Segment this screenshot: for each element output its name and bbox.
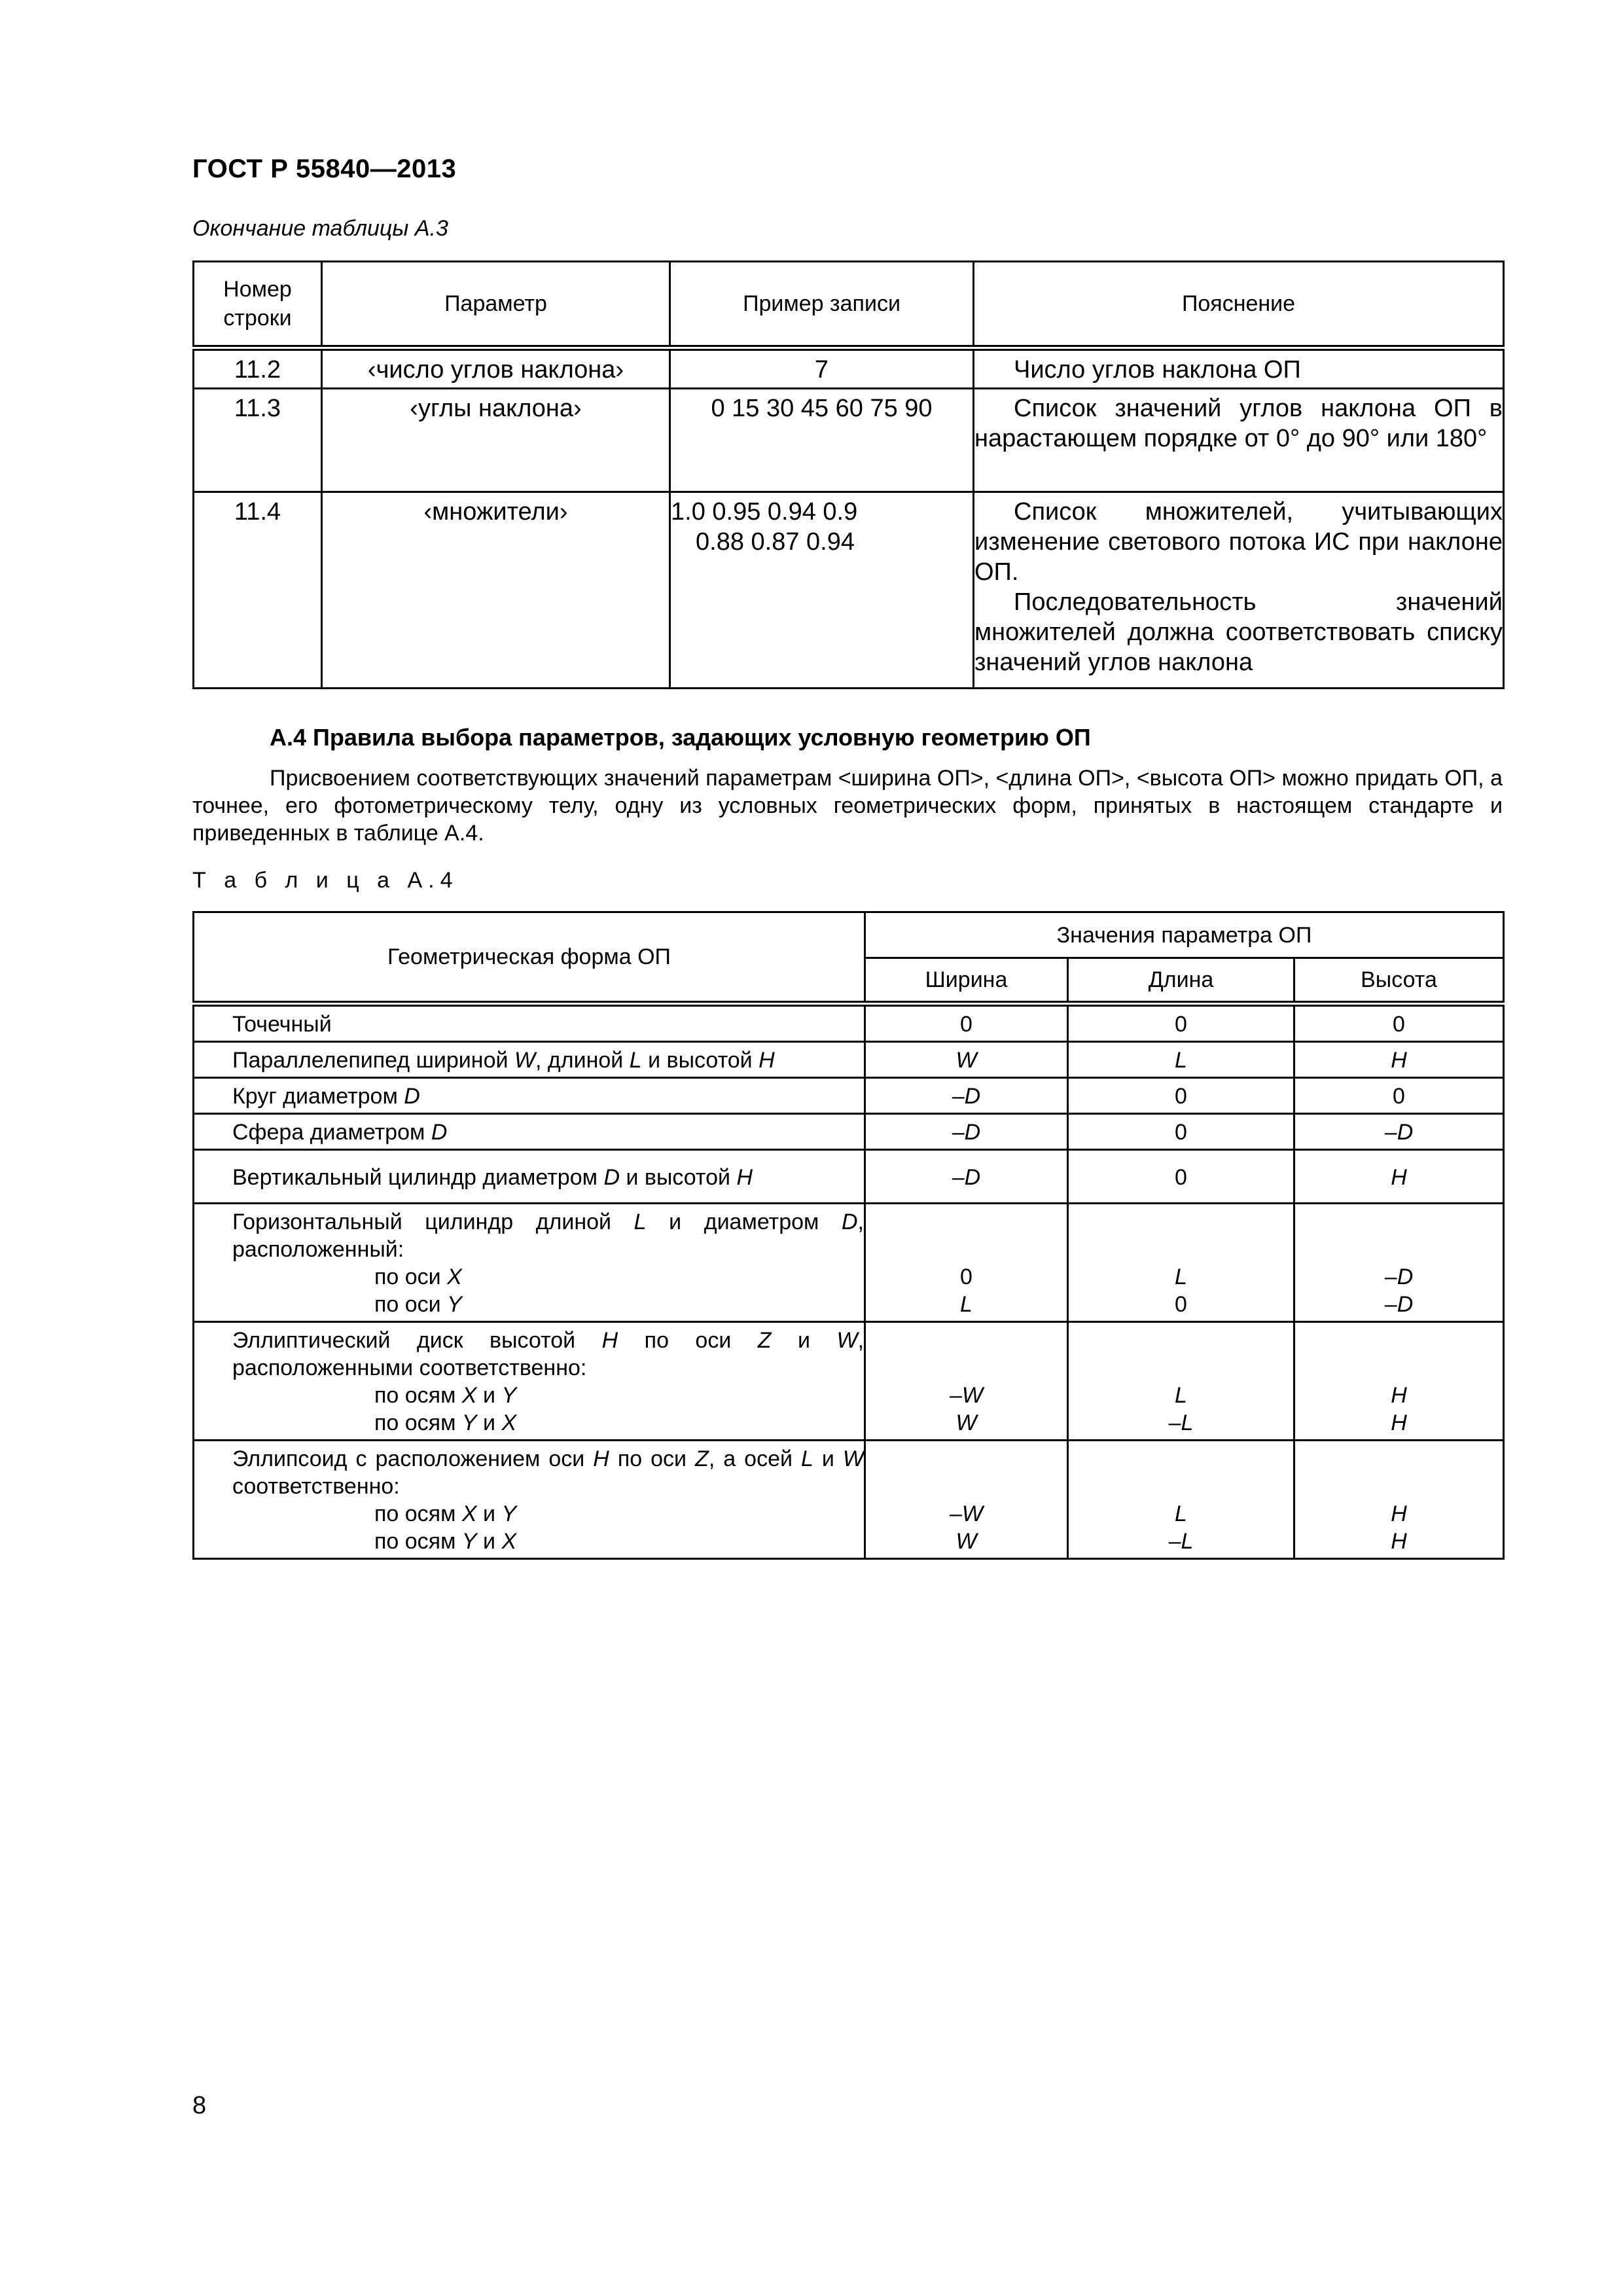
page-number: 8 <box>192 2092 207 2119</box>
row-number: 11.3 <box>194 389 322 492</box>
sub-row-label: по осям Y и X <box>374 1410 517 1435</box>
sub-row-label: по оси Y <box>374 1292 462 1317</box>
sub-value: H <box>1391 1410 1407 1435</box>
value-cell <box>1068 1441 1294 1559</box>
table-row-group <box>194 1441 1504 1559</box>
table-a4-caption: Т а б л и ц а А.4 <box>192 868 459 893</box>
sub-value: –D <box>1384 1292 1414 1317</box>
sub-value: L <box>1175 1383 1187 1408</box>
sub-value: 0 <box>1175 1292 1187 1317</box>
sub-value: –L <box>1168 1410 1194 1435</box>
shape-cell: Вертикальный цилиндр диаметром D и высотой H <box>194 1150 865 1204</box>
table-a3-header-row <box>194 262 1504 348</box>
group-label: Эллиптический диск высотой H по оси Z и W, расположенными соответственно: <box>232 1328 865 1380</box>
value-cell <box>1294 1322 1504 1441</box>
table-row <box>194 492 1504 689</box>
table-row-group <box>194 1204 1504 1322</box>
sub-row-label: по осям X и Y <box>374 1501 517 1526</box>
value-cell: 0 <box>1294 1004 1504 1042</box>
table-row <box>194 1150 1504 1204</box>
sub-value: L <box>960 1292 972 1317</box>
sub-value: –L <box>1168 1529 1194 1554</box>
explanation-cell: Число углов наклона ОП <box>974 348 1504 389</box>
sub-row-label: по оси X <box>374 1265 462 1289</box>
sub-value: L <box>1175 1265 1187 1289</box>
section-title: А.4 Правила выбора параметров, задающих условную геометрию ОП <box>270 724 1091 751</box>
value-cell <box>865 1441 1068 1559</box>
param-cell: ‹множители› <box>322 492 670 689</box>
row-number: 11.2 <box>194 348 322 389</box>
example-line: 0.88 0.87 0.94 <box>696 528 855 556</box>
sub-row-label: по осям X и Y <box>374 1383 517 1408</box>
shape-cell: Параллелепипед шириной W, длиной L и высотой H <box>194 1042 865 1078</box>
param-cell: ‹углы наклона› <box>322 389 670 492</box>
table-row <box>194 389 1504 492</box>
column-header: Пример записи <box>670 262 974 348</box>
column-header: Пояснение <box>974 262 1504 348</box>
table-row <box>194 1042 1504 1078</box>
group-label: Эллипсоид с расположением оси H по оси Z, а осей L и W соответственно: <box>232 1446 865 1499</box>
value-cell: H <box>1294 1042 1504 1078</box>
column-header: Ширина <box>865 958 1068 1004</box>
value-cell: –D <box>865 1114 1068 1150</box>
table-row <box>194 1004 1504 1042</box>
table-row <box>194 348 1504 389</box>
shape-cell <box>194 1441 865 1559</box>
value-cell: 0 <box>1294 1078 1504 1114</box>
explanation-cell: Список значений углов наклона ОП в нарастающем порядке от 0° до 90° или 180° <box>974 389 1504 492</box>
sub-value: –W <box>949 1501 983 1526</box>
sub-value: –W <box>949 1383 983 1408</box>
example-cell: 7 <box>670 348 974 389</box>
example-cell: 0 15 30 45 60 75 90 <box>670 389 974 492</box>
value-cell <box>865 1322 1068 1441</box>
document-header: ГОСТ Р 55840—2013 <box>192 154 457 183</box>
shape-cell: Круг диаметром D <box>194 1078 865 1114</box>
column-group-header: Значения параметра ОП <box>865 912 1504 958</box>
table-a4 <box>192 911 1505 1560</box>
value-cell: 0 <box>1068 1150 1294 1204</box>
sub-value: 0 <box>960 1265 972 1289</box>
value-cell: 0 <box>865 1004 1068 1042</box>
shape-cell <box>194 1204 865 1322</box>
value-cell <box>1294 1441 1504 1559</box>
sub-value: H <box>1391 1501 1407 1526</box>
explanation-paragraph: Список множителей, учитывающих изменение светового потока ИС при наклоне ОП. <box>974 498 1503 586</box>
sub-value: L <box>1175 1501 1187 1526</box>
table-row <box>194 1078 1504 1114</box>
value-cell: L <box>1068 1042 1294 1078</box>
param-cell: ‹число углов наклона› <box>322 348 670 389</box>
table-a3-caption: Окончание таблицы А.3 <box>192 216 448 241</box>
table-row-group <box>194 1322 1504 1441</box>
value-cell <box>865 1204 1068 1322</box>
column-header: Номер строки <box>194 262 322 348</box>
column-header: Параметр <box>322 262 670 348</box>
sub-value: W <box>955 1529 977 1554</box>
value-cell <box>1068 1322 1294 1441</box>
table-a3 <box>192 260 1505 689</box>
example-cell <box>670 492 974 689</box>
sub-row-label: по осям Y и X <box>374 1529 517 1554</box>
explanation-cell <box>974 492 1504 689</box>
value-cell: H <box>1294 1150 1504 1204</box>
value-cell: –D <box>865 1078 1068 1114</box>
value-cell: W <box>865 1042 1068 1078</box>
value-cell: 0 <box>1068 1004 1294 1042</box>
column-header: Длина <box>1068 958 1294 1004</box>
shape-cell: Точечный <box>194 1004 865 1042</box>
table-row <box>194 1114 1504 1150</box>
sub-value: H <box>1391 1529 1407 1554</box>
value-cell <box>1294 1204 1504 1322</box>
value-cell <box>1068 1204 1294 1322</box>
section-paragraph: Присвоением соответствующих значений параметрам <ширина ОП>, <длина ОП>, <высота ОП> можно придать ОП, а точнее, его фотометрическому телу, одну из условных геометрических форм, принятых в настоящем стандарте и приведенных в таблице А.4. <box>192 766 1503 846</box>
shape-cell <box>194 1322 865 1441</box>
group-label: Горизонтальный цилиндр длиной L и диаметром D, расположенный: <box>232 1210 864 1262</box>
value-cell: 0 <box>1068 1114 1294 1150</box>
row-number: 11.4 <box>194 492 322 689</box>
sub-value: H <box>1391 1383 1407 1408</box>
value-cell: –D <box>865 1150 1068 1204</box>
explanation-paragraph: Последовательность значений множителей должна соответствовать списку значений углов наклона <box>974 588 1503 676</box>
sub-value: –D <box>1384 1265 1414 1289</box>
column-header: Геометрическая форма ОП <box>194 912 865 1004</box>
table-a4-header-row <box>194 912 1504 958</box>
shape-cell: Сфера диаметром D <box>194 1114 865 1150</box>
table-a4-body <box>194 1004 1504 1559</box>
sub-value: W <box>955 1410 977 1435</box>
value-cell: –D <box>1294 1114 1504 1150</box>
value-cell: 0 <box>1068 1078 1294 1114</box>
column-header: Высота <box>1294 958 1504 1004</box>
example-line: 1.0 0.95 0.94 0.9 <box>671 498 858 526</box>
